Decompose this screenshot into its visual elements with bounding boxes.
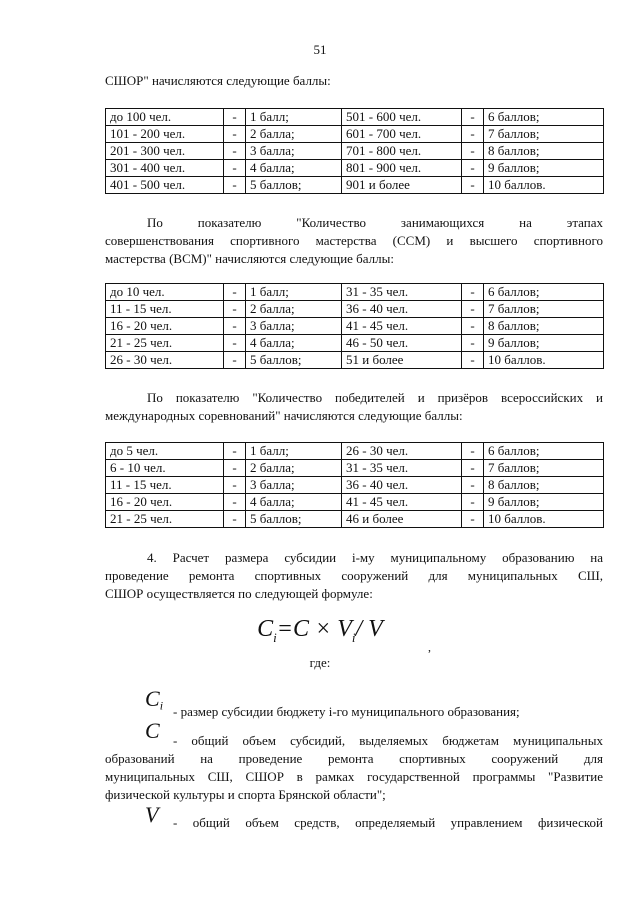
table-cell: 6 баллов; xyxy=(484,443,604,460)
table-cell: 7 баллов; xyxy=(484,126,604,143)
table-cell: 11 - 15 чел. xyxy=(106,301,224,318)
def-c-line-2: образований на проведение ремонта спортивных сооружений для xyxy=(105,751,603,766)
table-row xyxy=(106,443,604,460)
def-v-line-1: - общий объем средств, определяемый управлением физической xyxy=(173,815,603,830)
para-ssm-line-3: мастерства (ВСМ)" начисляются следующие баллы: xyxy=(105,251,394,266)
table-cell: 4 балла; xyxy=(246,160,342,177)
table-cell: - xyxy=(224,352,246,369)
where-label: где: xyxy=(309,655,331,670)
table-cell: 2 балла; xyxy=(246,460,342,477)
table-cell: 31 - 35 чел. xyxy=(342,460,462,477)
table-cell: 46 - 50 чел. xyxy=(342,335,462,352)
table-cell: - xyxy=(224,511,246,528)
table-cell: 3 балла; xyxy=(246,143,342,160)
table-cell: - xyxy=(462,335,484,352)
table-row xyxy=(106,177,604,194)
table-cell: - xyxy=(224,109,246,126)
score-table-2 xyxy=(105,283,604,369)
table-cell: 1 балл; xyxy=(246,284,342,301)
table-cell: 7 баллов; xyxy=(484,460,604,477)
table-cell: 26 - 30 чел. xyxy=(342,443,462,460)
table-cell: 36 - 40 чел. xyxy=(342,301,462,318)
table-row xyxy=(106,318,604,335)
table-cell: 4 балла; xyxy=(246,335,342,352)
table-row xyxy=(106,477,604,494)
table-cell: 36 - 40 чел. xyxy=(342,477,462,494)
para-4-line-1: 4. Расчет размера субсидии i-му муниципальному образованию на xyxy=(147,550,603,565)
table-cell: 5 баллов; xyxy=(246,352,342,369)
table-cell: - xyxy=(462,443,484,460)
table-cell: - xyxy=(224,494,246,511)
table-cell: 7 баллов; xyxy=(484,301,604,318)
table-row xyxy=(106,335,604,352)
table-cell: 9 баллов; xyxy=(484,160,604,177)
table-cell: 101 - 200 чел. xyxy=(106,126,224,143)
table-row xyxy=(106,460,604,477)
table-cell: - xyxy=(224,335,246,352)
para-winners-line-2: международных соревнований" начисляются следующие баллы: xyxy=(105,408,463,423)
table-cell: 11 - 15 чел. xyxy=(106,477,224,494)
def-ci-text: - размер субсидии бюджету i-го муниципального образования; xyxy=(173,704,520,719)
table-cell: 16 - 20 чел. xyxy=(106,318,224,335)
table-cell: - xyxy=(224,460,246,477)
table-cell: 8 баллов; xyxy=(484,318,604,335)
table-cell: 2 балла; xyxy=(246,126,342,143)
table-cell: - xyxy=(462,511,484,528)
para-ssm-line-2: совершенствования спортивного мастерства (ССМ) и высшего спортивного xyxy=(105,233,603,248)
score-table-3 xyxy=(105,442,604,528)
table-cell: 51 и более xyxy=(342,352,462,369)
table-row xyxy=(106,284,604,301)
table-cell: 21 - 25 чел. xyxy=(106,335,224,352)
table-cell: до 100 чел. xyxy=(106,109,224,126)
table-cell: 8 баллов; xyxy=(484,143,604,160)
table-cell: - xyxy=(224,318,246,335)
table-row xyxy=(106,109,604,126)
table-cell: - xyxy=(224,301,246,318)
table-cell: 1 балл; xyxy=(246,109,342,126)
table-cell: 401 - 500 чел. xyxy=(106,177,224,194)
table-cell: 21 - 25 чел. xyxy=(106,511,224,528)
formula-comma: , xyxy=(428,640,431,654)
table-cell: 10 баллов. xyxy=(484,352,604,369)
table-row xyxy=(106,301,604,318)
table-cell: 601 - 700 чел. xyxy=(342,126,462,143)
table-cell: 6 - 10 чел. xyxy=(106,460,224,477)
table-row xyxy=(106,352,604,369)
table-cell: - xyxy=(462,494,484,511)
table-cell: 10 баллов. xyxy=(484,511,604,528)
table-cell: - xyxy=(462,301,484,318)
para-4-line-2: проведение ремонта спортивных сооружений для муниципальных СШ, xyxy=(105,568,603,583)
table-cell: 5 баллов; xyxy=(246,511,342,528)
table-cell: 41 - 45 чел. xyxy=(342,318,462,335)
table-cell: - xyxy=(224,477,246,494)
table-cell: 8 баллов; xyxy=(484,477,604,494)
page-number: 51 xyxy=(313,42,327,57)
table-cell: 46 и более xyxy=(342,511,462,528)
table-cell: 201 - 300 чел. xyxy=(106,143,224,160)
table-row xyxy=(106,511,604,528)
table-cell: 4 балла; xyxy=(246,494,342,511)
table-cell: 16 - 20 чел. xyxy=(106,494,224,511)
def-v-symbol: V xyxy=(145,802,159,827)
table-cell: 26 - 30 чел. xyxy=(106,352,224,369)
table-cell: - xyxy=(462,109,484,126)
table-cell: 2 балла; xyxy=(246,301,342,318)
def-c-symbol: C xyxy=(145,718,160,743)
para-ssm-line-1: По показателю "Количество занимающихся на этапах xyxy=(147,215,603,230)
table-cell: - xyxy=(462,126,484,143)
table-row xyxy=(106,494,604,511)
table-cell: 9 баллов; xyxy=(484,494,604,511)
table-cell: 31 - 35 чел. xyxy=(342,284,462,301)
table-cell: - xyxy=(462,284,484,301)
table-cell: 5 баллов; xyxy=(246,177,342,194)
table-cell: - xyxy=(462,177,484,194)
table-cell: - xyxy=(462,143,484,160)
table-cell: 301 - 400 чел. xyxy=(106,160,224,177)
def-c-line-4: физической культуры и спорта Брянской области"; xyxy=(105,787,386,802)
table-cell: - xyxy=(462,160,484,177)
para-4-line-3: СШОР осуществляется по следующей формуле: xyxy=(105,586,373,601)
table-cell: - xyxy=(462,318,484,335)
table-cell: 901 и более xyxy=(342,177,462,194)
table-cell: до 10 чел. xyxy=(106,284,224,301)
table-cell: 9 баллов; xyxy=(484,335,604,352)
def-c-line-1: - общий объем субсидий, выделяемых бюджетам муниципальных xyxy=(173,733,603,748)
table-cell: 3 балла; xyxy=(246,477,342,494)
table-cell: - xyxy=(224,443,246,460)
table-cell: до 5 чел. xyxy=(106,443,224,460)
table-cell: 10 баллов. xyxy=(484,177,604,194)
def-ci-symbol: $C_i$ xyxy=(145,686,164,713)
table-cell: - xyxy=(462,477,484,494)
para-winners-line-1: По показателю "Количество победителей и призёров всероссийских и xyxy=(147,390,603,405)
table-row xyxy=(106,126,604,143)
table-row xyxy=(106,143,604,160)
def-c-line-3: муниципальных СШ, СШОР в рамках государственной программы "Развитие xyxy=(105,769,603,784)
table-cell: - xyxy=(224,284,246,301)
table-cell: 701 - 800 чел. xyxy=(342,143,462,160)
table-cell: - xyxy=(224,143,246,160)
intro-line: СШОР" начисляются следующие баллы: xyxy=(105,73,331,88)
table-cell: - xyxy=(224,177,246,194)
table-cell: - xyxy=(224,160,246,177)
table-cell: 501 - 600 чел. xyxy=(342,109,462,126)
table-cell: 1 балл; xyxy=(246,443,342,460)
table-cell: 6 баллов; xyxy=(484,109,604,126)
table-cell: - xyxy=(462,352,484,369)
table-cell: 3 балла; xyxy=(246,318,342,335)
table-cell: - xyxy=(224,126,246,143)
formula: $C_i=C \times V_i/$ V xyxy=(257,616,383,645)
table-cell: 801 - 900 чел. xyxy=(342,160,462,177)
table-cell: 6 баллов; xyxy=(484,284,604,301)
table-row xyxy=(106,160,604,177)
table-cell: 41 - 45 чел. xyxy=(342,494,462,511)
score-table-1 xyxy=(105,108,604,194)
table-cell: - xyxy=(462,460,484,477)
